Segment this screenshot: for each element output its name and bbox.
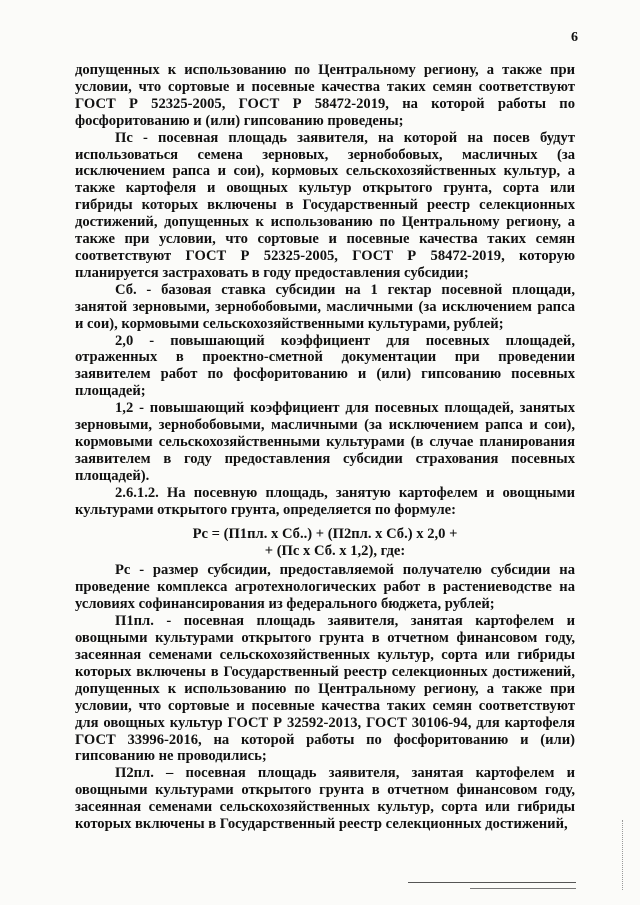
footer-rule-secondary — [470, 888, 576, 889]
footer-rule — [408, 882, 576, 883]
page-number: 6 — [571, 30, 578, 45]
paragraph-p1pl-definition: П1пл. - посевная площадь заявителя, занятая картофелем и овощными культурами открытого грунта в отчетном финансовом году, засеянная семенами сельскохозяйственных культур, сорта или гибриды которых включены в Государственный реестр селекционных достижений, допущенных к использованию по Центральному региону, а также при условии, что сортовые и посевные качества таких семян соответствуют для овощных культур ГОСТ Р 32592-2013, ГОСТ 30106-94, для картофеля ГОСТ 33996-2016, на которой работы по фосфоритованию и (или) гипсованию не проводились; — [75, 613, 575, 765]
paragraph-section-2-6-1-2: 2.6.1.2. На посевную площадь, занятую картофелем и овощными культурами открытого грунта, определяется по формуле: — [75, 484, 575, 518]
paragraph-continuation: допущенных к использованию по Центральному региону, а также при условии, что сортовые и посевные качества таких семян соответствуют ГОСТ Р 52325-2005, ГОСТ Р 58472-2019, на которой работы по фосфоритованию и (или) гипсованию проведены; — [75, 62, 575, 129]
paragraph-ps-definition: Пс - посевная площадь заявителя, на которой на посев будут использоваться семена зерновых, зернобобовых, масличных (за исключением рапса и сои), кормовых сельскохозяйственных культур, а также картофеля и овощных культур открытого грунта, сорта или гибриды которых включены в Государственный реестр селекционных достижений, допущенных к использованию по Центральному региону, а также при условии, что сортовые и посевные качества таких семян соответствуют ГОСТ Р 52325-2005, ГОСТ Р 58472-2019, которую планируется застраховать в году предоставления субсидии; — [75, 129, 575, 281]
paragraph-sb-definition: Сб. - базовая ставка субсидии на 1 гектар посевной площади, занятой зерновыми, зернобобовыми, масличными (за исключением рапса и сои), кормовыми сельскохозяйственными культурами, рублей; — [75, 281, 575, 332]
paragraph-coefficient-2-0: 2,0 - повышающий коэффициент для посевных площадей, отраженных в проектно-сметной документации при проведении заявителем работ по фосфоритованию и (или) гипсованию посевных площадей; — [75, 332, 575, 400]
paragraph-coefficient-1-2: 1,2 - повышающий коэффициент для посевных площадей, занятых зерновыми, зернобобовыми, масличными (за исключением рапса и сои), кормовыми сельскохозяйственными культурами (в случае планирования заявителем в году предоставления субсидии страхования посевных площадей). — [75, 400, 575, 484]
formula-line-1: Рс = (П1пл. х Сб..) + (П2пл. х Сб.) х 2,0 + — [192, 526, 458, 543]
paragraph-p2pl-definition: П2пл. – посевная площадь заявителя, занятая картофелем и овощными культурами открытого грунта в отчетном финансовом году, засеянная семенами сельскохозяйственных культур, сорта или гибриды которых включены в Государственный реестр селекционных достижений, — [75, 765, 575, 833]
subsidy-formula — [75, 526, 575, 560]
document-body — [75, 62, 575, 833]
paragraph-rs-definition: Рс - размер субсидии, предоставляемой получателю субсидии на проведение комплекса агротехнологических работ в растениеводстве на условиях софинансирования из федерального бюджета, рублей; — [75, 562, 575, 613]
margin-mark — [622, 820, 629, 890]
formula-line-2: + (Пс х Сб. х 1,2), где: — [264, 543, 406, 560]
